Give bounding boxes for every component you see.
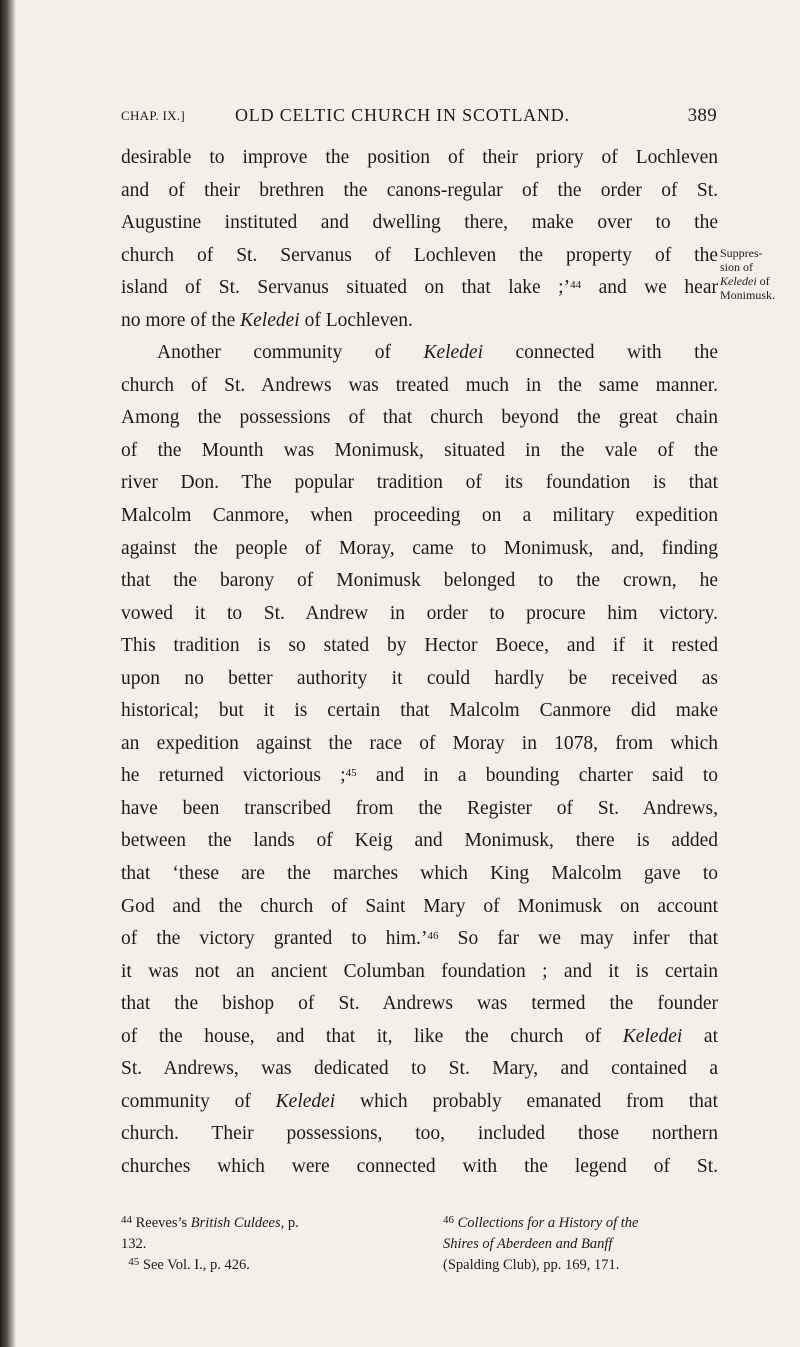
footnote-column-left [121,1213,421,1276]
running-title: OLD CELTIC CHURCH IN SCOTLAND. [235,105,570,125]
text-line: against the people of Moray, came to Monimusk, and, finding [121,537,718,559]
page-binding-shadow [0,0,16,1347]
text-line: This tradition is so stated by Hector Boece, and if it rested [121,635,718,657]
text-line: God and the church of Saint Mary of Monimusk on account [121,895,718,917]
marginal-note: Suppres- sion of Keledei of Monimusk. [720,246,776,302]
paragraph-1 [121,142,718,337]
chapter-label: CHAP. IX.] [121,108,186,123]
footnote-ref-46: 46 [427,930,439,943]
text-line: that the bishop of St. Andrews was termed the founder [121,993,718,1015]
text-line: he returned victorious ;$^{45}$ and in a bounding charter said to [121,765,718,787]
text-line: that the barony of Monimusk belonged to the crown, he [121,570,718,592]
text-line: Among the possessions of that church beyond the great chain [121,407,718,429]
text-line: it was not an ancient Columban foundation ; and it is certain [121,960,718,982]
footnote-44-cont: 132. [121,1236,147,1252]
text-line: historical; but it is certain that Malcolm Canmore did make [121,700,718,722]
text-line: upon no better authority it could hardly be received as [121,667,718,689]
footnote-44: $^{44}$ Reeves’s British Culdees, p. [121,1214,299,1231]
text-line: that ‘these are the marches which King Malcolm gave to [121,863,718,885]
footnote-46-cont: Shires of Aberdeen and Banff [443,1236,613,1252]
text-line: of the house, and that it, like the church of Keledei at [121,1025,719,1047]
text-line: church of St. Andrews was treated much in the same manner. [121,374,718,396]
text-line: Augustine instituted and dwelling there, make over to the [121,212,718,234]
running-header [121,105,717,131]
page-number: 389 [687,105,717,126]
text-line: desirable to improve the position of their priory of Lochleven [121,147,718,168]
paragraph-2 [121,337,718,1183]
text-line: community of Keledei which probably emanated from that [121,1090,718,1112]
text-line: Malcolm Canmore, when proceeding on a military expedition [121,505,718,527]
footnote-45: $^{45}$ See Vol. I., p. 426. [128,1256,250,1273]
footnote-ref-44: 44 [570,279,582,292]
text-line: vowed it to St. Andrew in order to procure him victory. [121,602,718,624]
text-line: St. Andrews, was dedicated to St. Mary, and contained a [121,1058,718,1080]
text-line: of the victory granted to him.’$^{46}$ So far we may infer that [121,928,718,950]
text-line: of the Mounth was Monimusk, situated in the vale of the [121,439,718,461]
footnote-column-right [443,1213,743,1276]
text-line: church. Their possessions, too, included those northern [121,1123,718,1145]
text-line: churches which were connected with the legend of St. [121,1155,718,1177]
text-line: island of St. Servanus situated on that lake ;’$^{44}$ and we hear [121,277,718,299]
body-text [121,142,718,1184]
text-line: and of their brethren the canons-regular of the order of St. [121,179,718,201]
text-line: an expedition against the race of Moray in 1078, from which [121,732,718,754]
text-line: church of St. Servanus of Lochleven the property of the [121,244,718,266]
text-line: Another community of Keledei connected with the [157,342,718,364]
footnote-ref-45: 45 [345,767,357,780]
text-line: river Don. The popular tradition of its foundation is that [121,472,718,494]
text-line: between the lands of Keig and Monimusk, there is added [121,830,718,852]
footnote-46-cont: (Spalding Club), pp. 169, 171. [443,1257,620,1273]
text-line: no more of the Keledei of Lochleven. [121,309,413,331]
text-line: have been transcribed from the Register of St. Andrews, [121,797,718,819]
footnote-46: $^{46}$ Collections for a History of the [443,1214,639,1231]
